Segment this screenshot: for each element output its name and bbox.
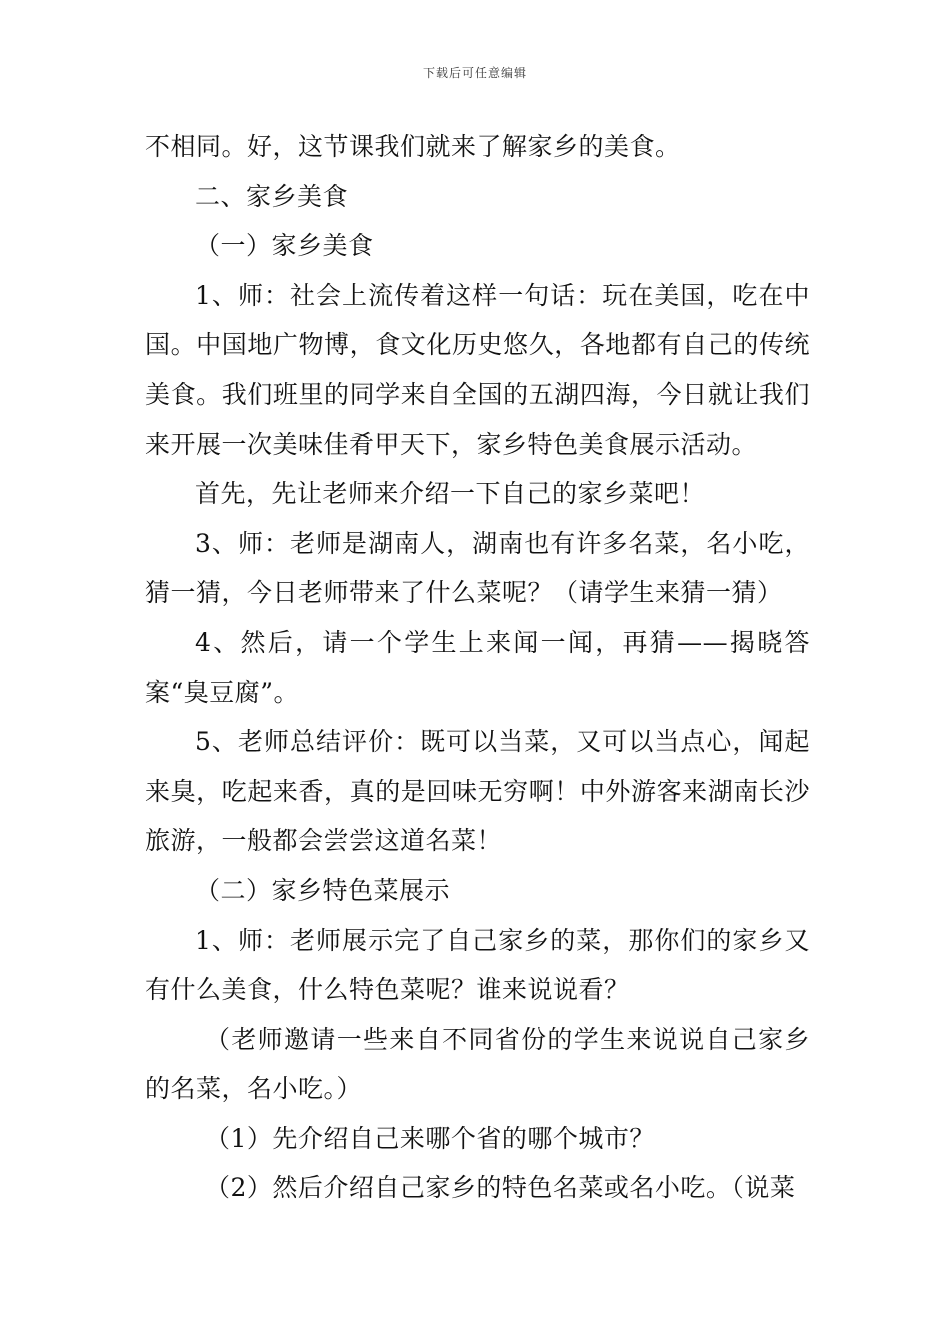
paragraph: 3、师：老师是湖南人，湖南也有许多名菜，名小吃，猜一猜，今日老师带来了什么菜呢？（请学生来猜一猜） [145,528,810,608]
section-heading: 二、家乡美食 [195,181,349,211]
document-body [145,122,810,1213]
subsection-heading: （二）家乡特色菜展示 [195,875,451,905]
paragraph: 5、老师总结评价：既可以当菜，又可以当点心，闻起来臭，吃起来香，真的是回味无穷啊！中外游客来湖南长沙旅游，一般都会尝尝这道名菜！ [145,727,810,856]
paragraph: 1、师：老师展示完了自己家乡的菜，那你们的家乡又有什么美食，什么特色菜呢？谁来说说看？ [145,925,810,1005]
page-header: 下载后可任意编辑 [422,66,527,80]
paragraph: 1、师：社会上流传着这样一句话：玩在美国，吃在中国。中国地广物博，食文化历史悠久，各地都有自己的传统美食。我们班里的同学来自全国的五湖四海，今日就让我们来开展一次美味佳肴甲天下，家乡特色美食展示活动。 [145,280,810,459]
paragraph: （老师邀请一些来自不同省份的学生来说说自己家乡的名菜，名小吃。） [145,1024,810,1104]
paragraph: 首先，先让老师来介绍一下自己的家乡菜吧！ [195,479,706,509]
subsection-heading: （一）家乡美食 [195,231,374,261]
paragraph-continuation: 不相同。好，这节课我们就来了解家乡的美食。 [145,132,681,161]
list-item: （1）先介绍自己来哪个省的哪个城市？ [205,1123,655,1153]
list-item: （2）然后介绍自己家乡的特色名菜或名小吃。（说菜 [205,1173,796,1203]
paragraph: 4、然后，请一个学生上来闻一闻，再猜——揭晓答案“臭豆腐”。 [145,627,810,707]
